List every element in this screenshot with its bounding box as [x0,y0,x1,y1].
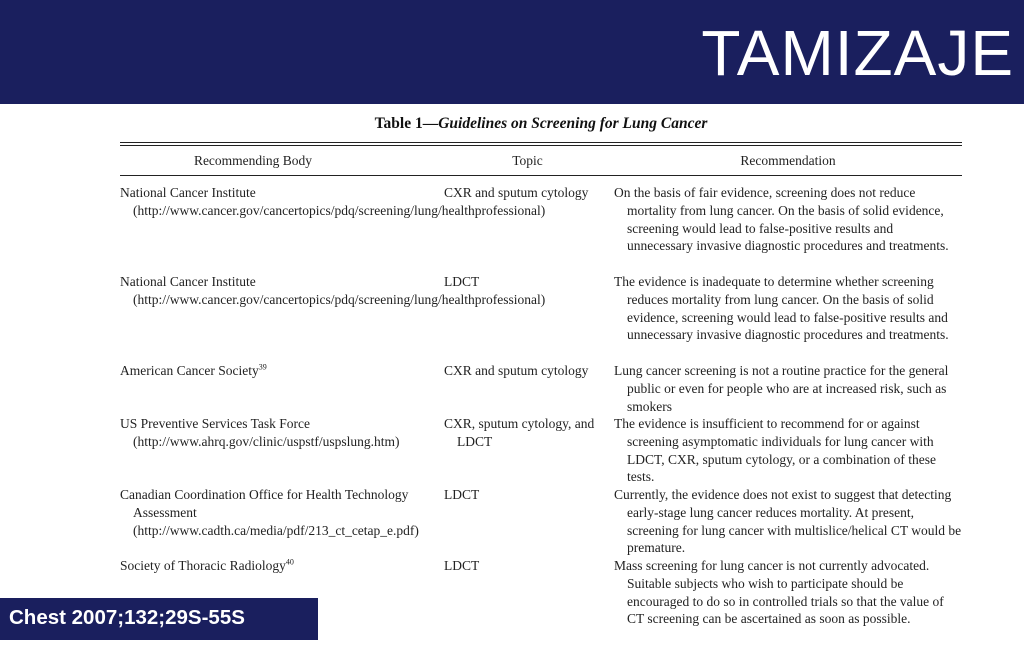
body-reference: 40 [285,557,294,567]
header-topic: Topic [512,152,543,168]
cell-topic: LDCT [444,274,480,289]
body-reference: 39 [258,362,267,372]
guidelines-table [120,112,962,646]
cell-body [120,362,431,415]
table-row [120,415,962,486]
body-text: American Cancer Society [120,363,259,378]
cell-recommendation: Lung cancer screening is not a routine practice for the general public or even for people who are at increased risk, such as smokers [614,363,949,414]
citation-box [0,598,318,640]
body-text: US Preventive Services Task Force (http://www.ahrq.gov/clinic/uspstf/uspslung.htm) [120,416,400,449]
body-text: National Cancer Institute (http://www.cancer.gov/cancertopics/pdq/screening/lung/healthprofessional) [120,274,546,307]
cell-topic: CXR and sputum cytology [444,363,589,378]
cell-body [120,486,431,557]
table-header-rule [120,175,962,176]
header-recommending-body: Recommending Body [193,152,313,168]
table-row [120,486,962,557]
table-row [120,184,962,273]
cell-recommendation: On the basis of fair evidence, screening does not reduce mortality from lung cancer. On the basis of solid evidence, screening would lead to false-positive results and unnecessary invasive diagnostic procedures and treatments. [614,185,949,254]
cell-recommendation: The evidence is insufficient to recommend for or against screening asymptomatic individuals for lung cancer with LDCT, CXR, sputum cytology, or a combination of these tests. [614,416,936,485]
body-text: Canadian Coordination Office for Health Technology Assessment (http://www.cadth.ca/media/pdf/213_ct_cetap_e.pdf) [120,487,419,538]
citation-text: Chest 2007;132;29S-55S [9,606,245,629]
body-text: National Cancer Institute (http://www.cancer.gov/cancertopics/pdq/screening/lung/healthprofessional) [120,185,546,218]
table-caption-title: Guidelines on Screening for Lung Cancer [438,115,708,132]
header-band [0,0,1024,104]
cell-topic: CXR and sputum cytology [444,185,589,200]
cell-recommendation: The evidence is inadequate to determine whether screening reduces mortality from lung cancer. On the basis of solid evidence, screening would lead to false-positive results and unnecessary invasive diagnostic procedures and treatments. [614,274,949,343]
table-row [120,273,962,362]
cell-body [120,415,431,486]
cell-topic: CXR, sputum cytology, and LDCT [444,416,595,449]
table-caption [120,112,962,136]
cell-topic: LDCT [444,558,480,573]
table-caption-prefix: Table 1— [374,115,439,132]
cell-recommendation: Mass screening for lung cancer is not currently advocated. Suitable subjects who wish to participate should be encouraged to do so in controlled trials so that the value of CT screening can be ascertained as soon as possible. [614,558,944,627]
cell-recommendation: Currently, the evidence does not exist to suggest that detecting early-stage lung cancer reduces mortality. At present, screening for lung cancer with multislice/helical CT would be premature. [614,487,962,556]
body-text: Society of Thoracic Radiology [120,558,286,573]
table-header-row [120,146,962,175]
header-recommendation: Recommendation [740,152,836,168]
table-row [120,362,962,415]
cell-topic: LDCT [444,487,480,502]
slide-title: TAMIZAJE [701,17,1014,89]
